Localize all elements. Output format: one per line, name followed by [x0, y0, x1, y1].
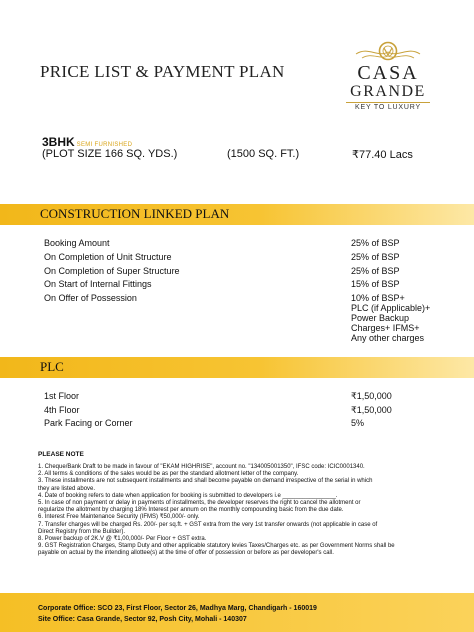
note-line: 2. All terms & conditions of the sales would be as per the standard allotment letter of the company.	[38, 471, 299, 478]
plc-row-label: 1st Floor	[44, 391, 80, 401]
note-line: 1. Cheque/Bank Draft to be made in favour of "EKAM HIGHRISE", account no. "134005001350", IFSC code: ICIC0001340.	[38, 464, 365, 470]
plan-row-value: 10% of BSP+	[351, 293, 405, 303]
plan-row-value: 25% of BSP	[351, 266, 400, 276]
plan-row-label: On Start of Internal Fittings	[44, 279, 152, 289]
note-line: 8. Power backup of 2K.V @ ₹1,00,000/- Per Floor + GST extra.	[38, 536, 207, 543]
note-line: 6. Interest Free Maintenance Security (IFMS) ₹50,000/- only.	[38, 514, 200, 521]
note-line: regularize the allotment by charging 18% Interest per annum on the monthly compounding basic from the due date.	[38, 507, 344, 514]
unit-area: (1500 SQ. FT.)	[227, 148, 300, 160]
monogram-crest-icon	[338, 40, 438, 64]
plan-row-value: Any other charges	[351, 333, 425, 343]
plot-size: (PLOT SIZE 166 SQ. YDS.)	[42, 148, 178, 160]
plan-row-label: Booking Amount	[44, 238, 110, 248]
plan-row-value: PLC (if Applicable)+	[351, 303, 431, 313]
note-line: payable on actual by the intending allottee(s) at the time of offer of possession or before as per developer's call.	[38, 550, 334, 557]
casa-grande-logo	[338, 40, 438, 112]
notes-heading: PLEASE NOTE	[38, 451, 84, 458]
construction-plan-heading: CONSTRUCTION LINKED PLAN	[40, 206, 230, 221]
logo-tagline: KEY TO LUXURY	[346, 102, 430, 111]
site-office-address: Site Office: Casa Grande, Sector 92, Posh City, Mohali - 140307	[38, 616, 247, 623]
plan-row-label: On Completion of Unit Structure	[44, 252, 172, 262]
plan-row-value: 15% of BSP	[351, 279, 400, 289]
page-title: PRICE LIST & PAYMENT PLAN	[40, 62, 285, 81]
plan-row-value: Charges+ IFMS+	[351, 323, 420, 333]
logo-brand-line1: CASA	[357, 62, 419, 84]
plan-row-label: On Offer of Possession	[44, 293, 137, 303]
note-line: 7. Transfer charges will be charged Rs. 200/- per sq.ft. + GST extra from the very 1st transfer onwards (not applicable in case of	[38, 521, 378, 528]
plc-heading: PLC	[40, 359, 64, 374]
plc-row-label: Park Facing or Corner	[44, 418, 133, 428]
furnishing-label: SEMI FURNISHED	[76, 142, 133, 148]
plan-row-value: 25% of BSP	[351, 252, 400, 262]
plc-row-value: ₹1,50,000	[351, 405, 392, 415]
plc-row-value: ₹1,50,000	[351, 391, 392, 401]
construction-plan-banner	[0, 204, 474, 225]
unit-price: ₹77.40 Lacs	[352, 149, 413, 161]
note-line: 5. In case of non payment or delay in payments of installments, the developer reserves the right to cancel the allotment or	[38, 500, 361, 507]
unit-bhk: 3BHK	[42, 135, 75, 149]
plc-row-value: 5%	[351, 418, 365, 428]
note-line: they are listed above.	[38, 485, 96, 492]
note-line: 3. These installments are not subsequent installments and shall become payable on demand irrespective of the serial in which	[38, 478, 373, 485]
plan-row-value: Power Backup	[351, 313, 410, 323]
plc-banner	[0, 357, 474, 378]
logo-brand-line2: GRANDE	[350, 83, 426, 100]
footer-bar	[0, 593, 474, 632]
plan-row-value: 25% of BSP	[351, 238, 400, 248]
footer-background	[0, 593, 474, 632]
plc-row-label: 4th Floor	[44, 405, 80, 415]
note-line: Direct Registry from the Builder).	[38, 528, 126, 535]
corporate-office-address: Corporate Office: SCO 23, First Floor, Sector 26, Madhya Marg, Chandigarh - 160019	[38, 605, 317, 612]
note-line: 9. GST Registration Charges, Stamp Duty and other applicable statutory levies Taxes/Charges etc. as per Government Norms shall be	[38, 543, 395, 550]
note-line: 4. Date of booking refers to date when application for booking is submitted to developers i.e ________________.	[38, 492, 338, 499]
plan-row-label: On Completion of Super Structure	[44, 266, 180, 276]
notes-list	[38, 464, 448, 558]
banner-bar	[0, 357, 474, 378]
